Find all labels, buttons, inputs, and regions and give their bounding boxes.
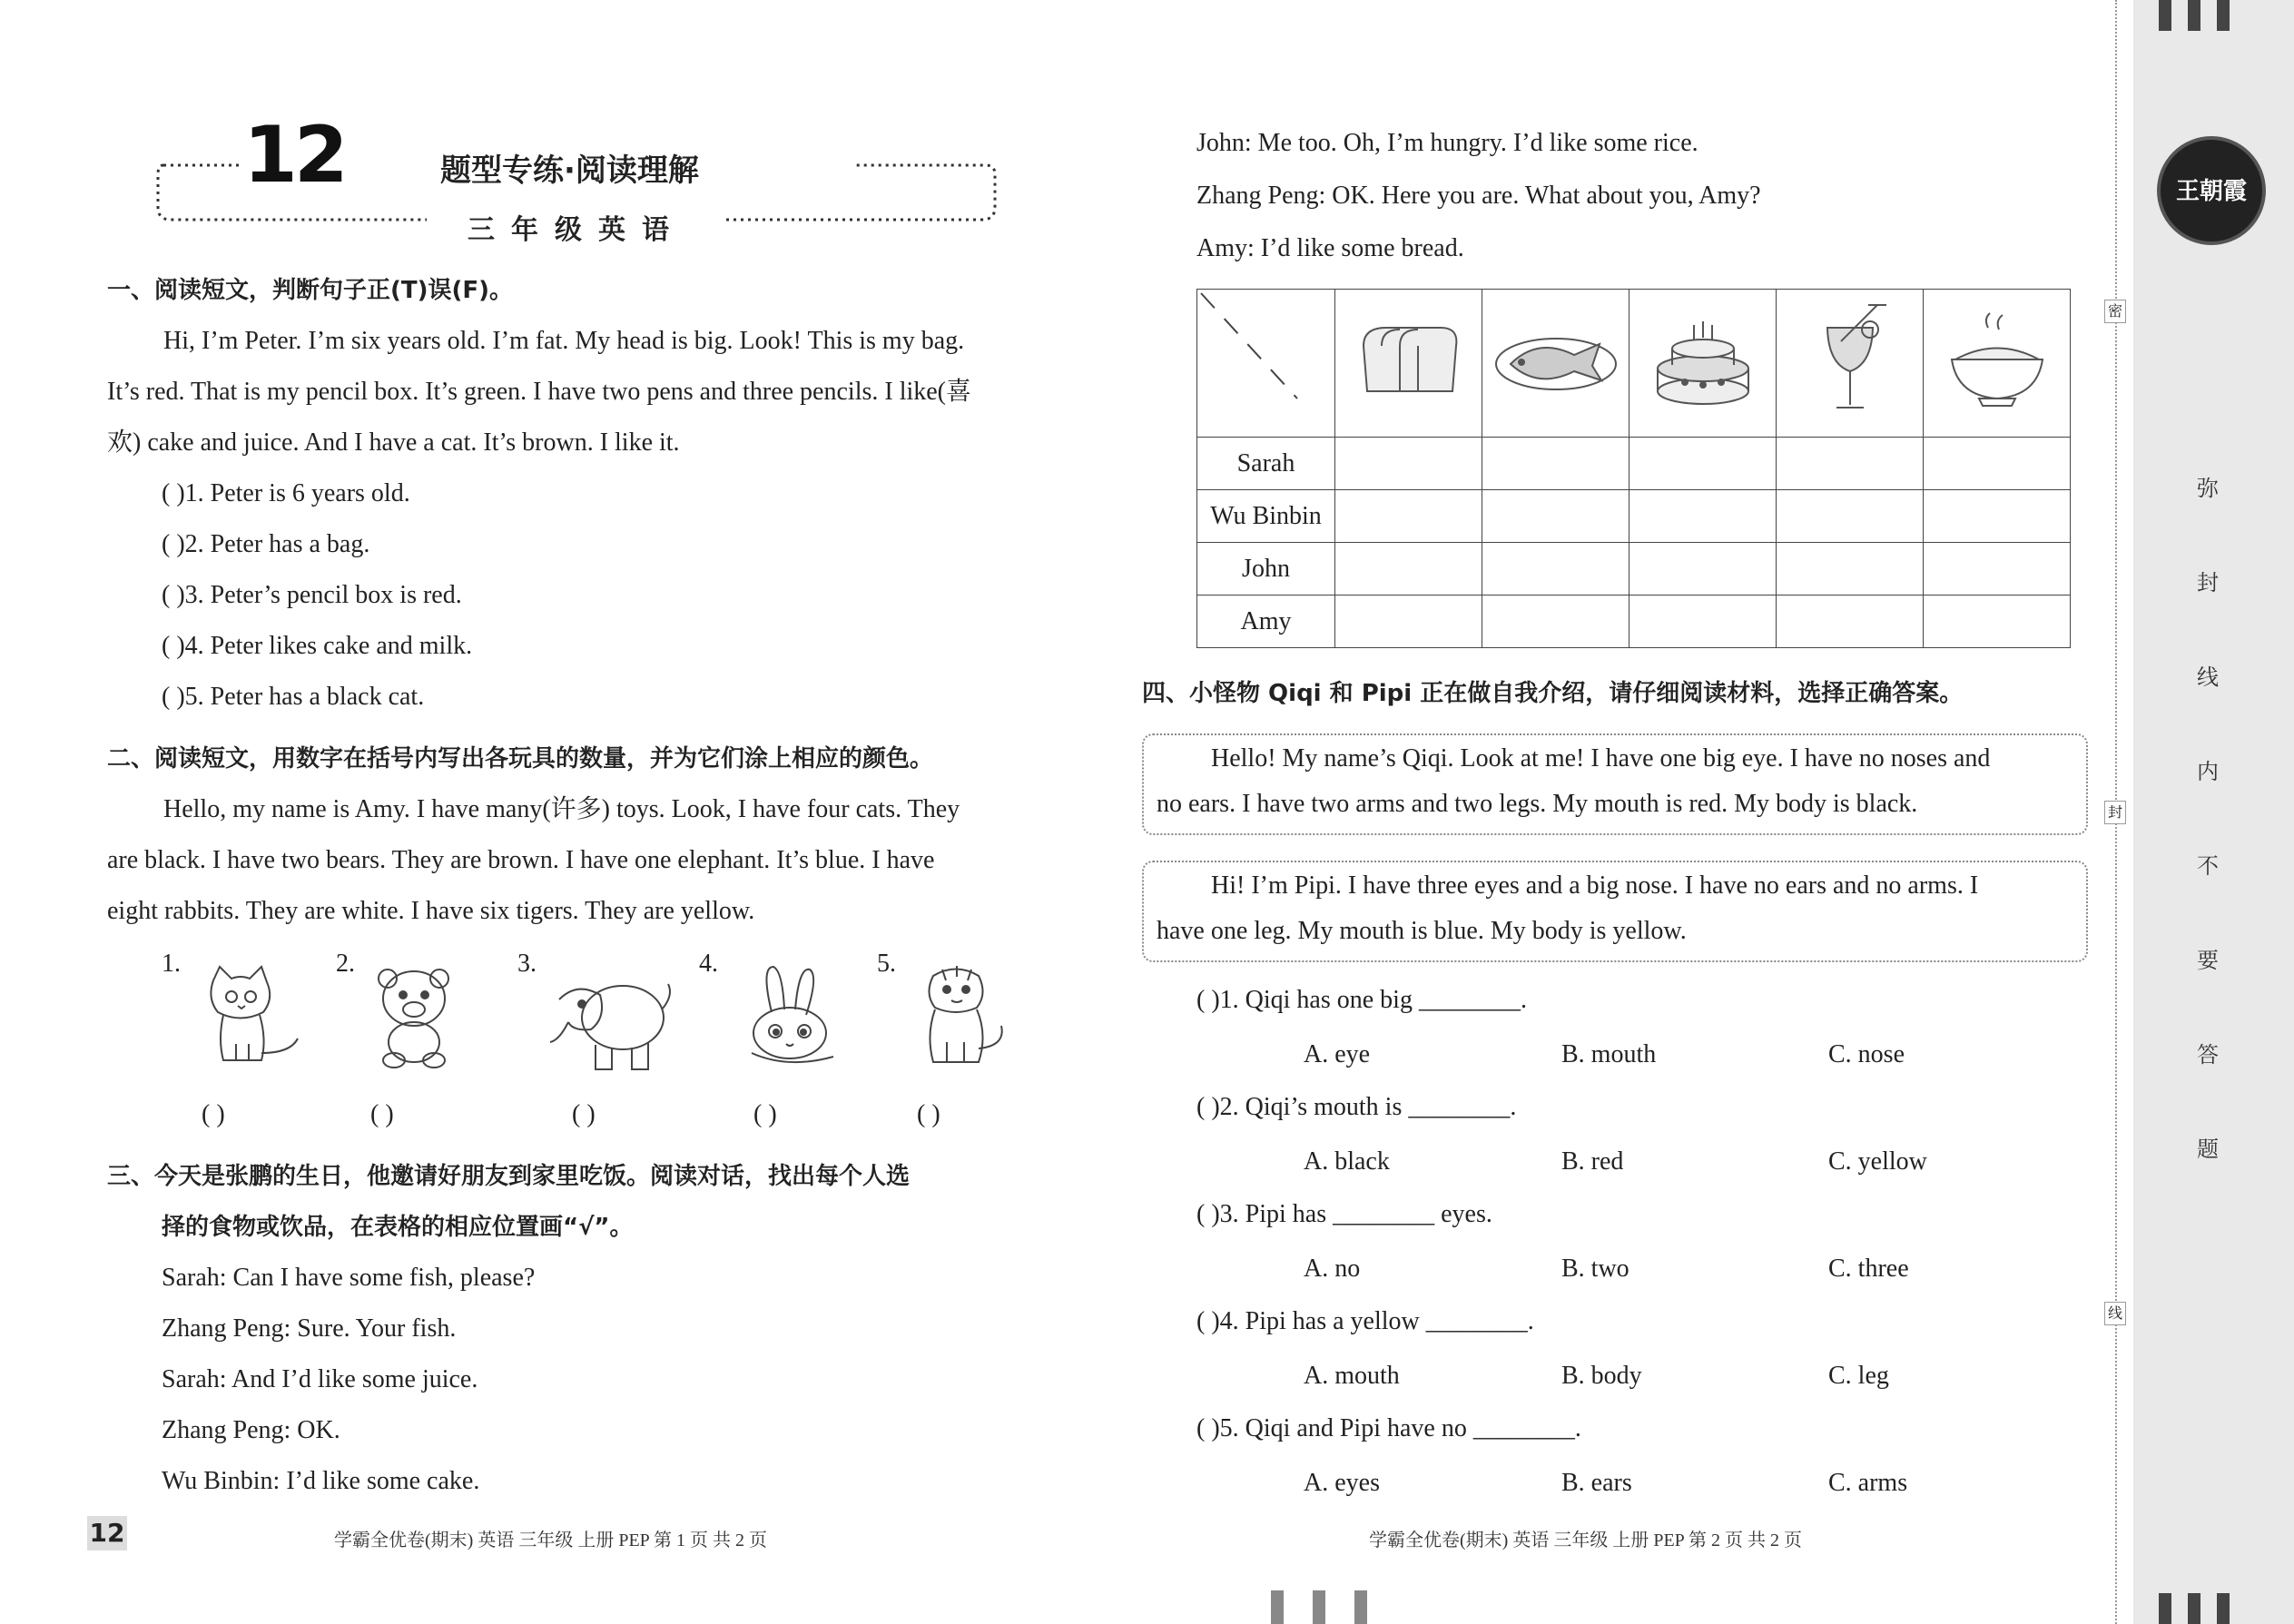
- vertical-char: 要: [2197, 948, 2219, 973]
- diagonal-line: [1197, 290, 1334, 429]
- toy-answer-2[interactable]: ( ): [370, 1100, 394, 1128]
- toy-number: 4.: [699, 950, 718, 978]
- binding-mark: [2217, 0, 2230, 31]
- answer-cell[interactable]: [1335, 438, 1482, 490]
- option-a[interactable]: A. eyes: [1304, 1469, 1380, 1497]
- binding-mark: [1313, 1590, 1325, 1624]
- footer-right: 学霸全优卷(期末) 英语 三年级 上册 PEP 第 2 页 共 2 页: [1369, 1530, 1803, 1550]
- diagonal-header-cell: [1197, 290, 1335, 438]
- person-sarah: Sarah: [1197, 438, 1335, 490]
- passage-line: 欢) cake and juice. And I have a cat. It’s brown. I like it.: [107, 428, 680, 457]
- footer-left: 学霸全优卷(期末) 英语 三年级 上册 PEP 第 1 页 共 2 页: [334, 1530, 768, 1550]
- tf-question-4[interactable]: ( )4. Peter likes cake and milk.: [162, 632, 473, 660]
- answer-cell[interactable]: [1777, 438, 1924, 490]
- answer-cell[interactable]: [1924, 595, 2071, 648]
- option-b[interactable]: B. body: [1561, 1362, 1642, 1390]
- toy-number: 2.: [336, 950, 355, 978]
- passage-line: are black. I have two bears. They are brown. I have one elephant. It’s blue. I have: [107, 846, 935, 874]
- option-c[interactable]: C. arms: [1828, 1469, 1908, 1497]
- pipi-intro-line: Hi! I’m Pipi. I have three eyes and a big nose. I have no ears and no arms. I: [1211, 871, 1979, 900]
- option-c[interactable]: C. three: [1828, 1255, 1909, 1283]
- fish-icon: [1492, 319, 1620, 400]
- option-a[interactable]: A. no: [1304, 1255, 1361, 1283]
- section3-title-line2: 择的食物或饮品，在表格的相应位置画“√”。: [162, 1214, 634, 1241]
- dialogue-line: Zhang Peng: OK.: [162, 1416, 340, 1444]
- food-header-cake: [1629, 290, 1777, 438]
- brand-logo: [2157, 136, 2266, 245]
- elephant-icon: [541, 968, 677, 1077]
- answer-cell[interactable]: [1777, 595, 1924, 648]
- dialogue-line: Amy: I’d like some bread.: [1196, 234, 1464, 262]
- qiqi-intro-line: no ears. I have two arms and two legs. My mouth is red. My body is black.: [1157, 790, 1918, 818]
- option-a[interactable]: A. black: [1304, 1147, 1390, 1176]
- option-c[interactable]: C. leg: [1828, 1362, 1889, 1390]
- rice-icon: [1943, 310, 2052, 409]
- juice-icon: [1805, 300, 1895, 418]
- answer-cell[interactable]: [1482, 490, 1629, 543]
- option-b[interactable]: B. ears: [1561, 1469, 1632, 1497]
- vertical-char: 不: [2197, 853, 2219, 879]
- vertical-char: 题: [2197, 1137, 2219, 1162]
- dialogue-line: Zhang Peng: OK. Here you are. What about you, Amy?: [1196, 182, 1761, 210]
- tf-question-2[interactable]: ( )2. Peter has a bag.: [162, 530, 370, 558]
- option-a[interactable]: A. eye: [1304, 1040, 1371, 1068]
- mc-question-2[interactable]: ( )2. Qiqi’s mouth is ________.: [1196, 1093, 1517, 1121]
- answer-cell[interactable]: [1924, 543, 2071, 595]
- dialogue-line: John: Me too. Oh, I’m hungry. I’d like some rice.: [1196, 129, 1698, 157]
- mc-question-5[interactable]: ( )5. Qiqi and Pipi have no ________.: [1196, 1414, 1581, 1442]
- dialogue-line: Sarah: And I’d like some juice.: [162, 1365, 478, 1393]
- toy-answer-4[interactable]: ( ): [753, 1100, 777, 1128]
- section2-passage: [107, 784, 1051, 937]
- bear-icon: [365, 962, 465, 1071]
- toy-number: 5.: [877, 950, 896, 978]
- binding-mark: [2188, 1593, 2200, 1624]
- person-john: John: [1197, 543, 1335, 595]
- passage-line: Hi, I’m Peter. I’m six years old. I’m fat. My head is big. Look! This is my bag.: [163, 327, 965, 355]
- person-amy: Amy: [1197, 595, 1335, 648]
- option-a[interactable]: A. mouth: [1304, 1362, 1400, 1390]
- page-subtitle: 三年级英语: [468, 214, 685, 246]
- unit-number: 12: [243, 110, 345, 201]
- pipi-intro-line: have one leg. My mouth is blue. My body is yellow.: [1157, 917, 1687, 945]
- qiqi-intro-line: Hello! My name’s Qiqi. Look at me! I have one big eye. I have no noses and: [1211, 744, 1991, 773]
- toy-answer-5[interactable]: ( ): [917, 1100, 940, 1128]
- tf-question-3[interactable]: ( )3. Peter’s pencil box is red.: [162, 581, 462, 609]
- binding-mark: [2159, 1593, 2171, 1624]
- cat-icon: [191, 962, 309, 1071]
- option-c[interactable]: C. nose: [1828, 1040, 1905, 1068]
- binding-mark: [1354, 1590, 1367, 1624]
- toy-number: 3.: [517, 950, 537, 978]
- toy-answer-1[interactable]: ( ): [202, 1100, 225, 1128]
- section4-title: 四、小怪物 Qiqi 和 Pipi 正在做自我介绍，请仔细阅读材料，选择正确答案。: [1142, 680, 1964, 707]
- option-b[interactable]: B. mouth: [1561, 1040, 1657, 1068]
- vertical-char: 答: [2197, 1042, 2219, 1068]
- tf-question-5[interactable]: ( )5. Peter has a black cat.: [162, 683, 425, 711]
- person-wu-binbin: Wu Binbin: [1197, 490, 1335, 543]
- answer-cell[interactable]: [1335, 595, 1482, 648]
- dialogue-line: Wu Binbin: I’d like some cake.: [162, 1467, 480, 1495]
- answer-cell[interactable]: [1924, 490, 2071, 543]
- qiqi-intro-box: [1142, 733, 2088, 835]
- food-table: [1196, 289, 2071, 648]
- food-header-fish: [1482, 290, 1629, 438]
- dialogue-line: Sarah: Can I have some fish, please?: [162, 1264, 536, 1292]
- passage-line: Hello, my name is Amy. I have many(许多) toys. Look, I have four cats. They: [163, 795, 960, 823]
- seal-mark: 封: [2104, 801, 2126, 824]
- mc-question-1[interactable]: ( )1. Qiqi has one big ________.: [1196, 986, 1527, 1014]
- answer-cell[interactable]: [1629, 438, 1777, 490]
- binding-mark: [1271, 1590, 1284, 1624]
- section1-title: 一、阅读短文，判断句子正(T)误(F)。: [107, 277, 514, 304]
- answer-cell[interactable]: [1629, 490, 1777, 543]
- mc-question-3[interactable]: ( )3. Pipi has ________ eyes.: [1196, 1200, 1492, 1228]
- binding-mark: [2217, 1593, 2230, 1624]
- binding-mark: [2188, 0, 2200, 31]
- passage-line: It’s red. That is my pencil box. It’s green. I have two pens and three pencils. I like(喜: [107, 378, 972, 406]
- bread-icon: [1354, 319, 1463, 400]
- toy-number: 1.: [162, 950, 181, 978]
- answer-cell[interactable]: [1335, 490, 1482, 543]
- mc-question-4[interactable]: ( )4. Pipi has a yellow ________.: [1196, 1307, 1534, 1335]
- section3-title: 三、今天是张鹏的生日，他邀请好朋友到家里吃饭。阅读对话，找出每个人选: [107, 1163, 911, 1190]
- page-title: 题型专练·阅读理解: [440, 153, 699, 189]
- toy-answer-3[interactable]: ( ): [572, 1100, 596, 1128]
- vertical-char: 线: [2197, 664, 2219, 690]
- rabbit-icon: [733, 962, 852, 1071]
- answer-cell[interactable]: [1924, 438, 2071, 490]
- passage-line: eight rabbits. They are white. I have six tigers. They are yellow.: [107, 897, 755, 925]
- answer-cell[interactable]: [1629, 543, 1777, 595]
- vertical-char: 弥: [2197, 476, 2219, 501]
- option-c[interactable]: C. yellow: [1828, 1147, 1927, 1176]
- answer-cell[interactable]: [1777, 543, 1924, 595]
- section2-title: 二、阅读短文，用数字在括号内写出各玩具的数量，并为它们涂上相应的颜色。: [107, 745, 934, 773]
- section1-passage: [107, 316, 1051, 468]
- logo-text: 王朝霞: [2175, 178, 2247, 205]
- answer-cell[interactable]: [1482, 543, 1629, 595]
- seal-mark: 线: [2104, 1302, 2126, 1325]
- food-header-bread: [1335, 290, 1482, 438]
- pipi-intro-box: [1142, 861, 2088, 962]
- vertical-char: 封: [2197, 570, 2219, 595]
- vertical-char: 内: [2197, 759, 2219, 784]
- page-number-badge: 12: [87, 1516, 127, 1550]
- dialogue-line: Zhang Peng: Sure. Your fish.: [162, 1314, 457, 1343]
- seal-mark: 密: [2104, 300, 2126, 323]
- answer-cell[interactable]: [1482, 595, 1629, 648]
- food-header-juice: [1777, 290, 1924, 438]
- option-b[interactable]: B. red: [1561, 1147, 1624, 1176]
- answer-cell[interactable]: [1335, 543, 1482, 595]
- answer-cell[interactable]: [1482, 438, 1629, 490]
- tf-question-1[interactable]: ( )1. Peter is 6 years old.: [162, 479, 410, 507]
- option-b[interactable]: B. two: [1561, 1255, 1629, 1283]
- answer-cell[interactable]: [1777, 490, 1924, 543]
- binding-mark: [2159, 0, 2171, 31]
- food-header-rice: [1924, 290, 2071, 438]
- answer-cell[interactable]: [1629, 595, 1777, 648]
- tiger-icon: [906, 962, 1015, 1071]
- cake-icon: [1649, 305, 1757, 414]
